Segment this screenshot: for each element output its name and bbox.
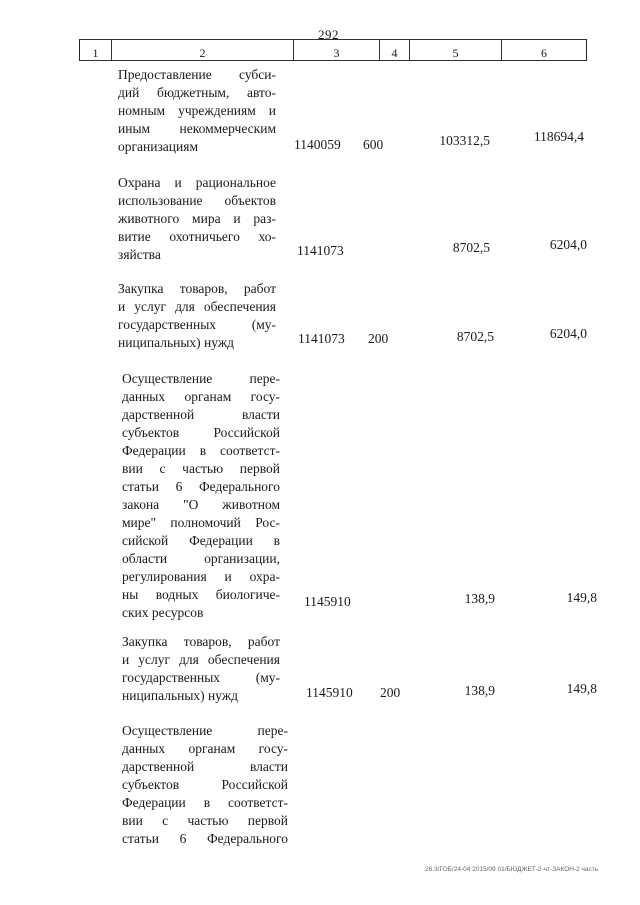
description-line: ниципальных) нужд: [122, 688, 239, 703]
description-line: ских ресурсов: [122, 605, 204, 620]
description-line: дий бюджетным, авто-: [118, 85, 276, 100]
description-line: области организации,: [122, 551, 280, 566]
row-value-col5: 8702,5: [456, 329, 494, 344]
description-line: иным некоммерческим: [118, 121, 276, 136]
description-line: закона "О животном: [122, 497, 280, 512]
description-line: Охрана и рациональное: [118, 175, 276, 190]
description-line: номным учреждениям и: [118, 103, 276, 118]
row-value-col6: 149,8: [566, 590, 597, 605]
description-line: и услуг для обеспечения: [122, 652, 280, 667]
description-line: Федерации в соответст-: [122, 795, 288, 810]
description-line: Осуществление пере-: [122, 723, 288, 738]
row-description: [122, 722, 288, 848]
description-line: использование объектов: [118, 193, 276, 208]
description-line: Закупка товаров, работ: [122, 634, 280, 649]
column-number-6: 6: [502, 40, 587, 61]
document-footer-stamp: 26.3/ГОБ/24-04 2015/09 01/БЮДЖЕТ-2-чт-ЗАКОН-2 часть: [425, 866, 599, 873]
row-value-col5: 138,9: [464, 683, 495, 698]
column-number-3: 3: [294, 40, 380, 61]
row-expense-type: 200: [380, 685, 401, 700]
row-expense-type: 600: [363, 137, 384, 152]
description-line: Осуществление пере-: [122, 371, 280, 386]
description-line: дарственной власти: [122, 407, 280, 422]
description-line: сийской Федерации в: [122, 533, 280, 548]
row-code: 1145910: [304, 594, 351, 609]
row-description: [118, 66, 276, 156]
description-line: регулирования и охра-: [122, 569, 280, 584]
column-number-5: 5: [410, 40, 502, 61]
description-line: организациям: [118, 139, 199, 154]
description-line: дарственной власти: [122, 759, 288, 774]
description-line: государственных (му-: [118, 317, 276, 332]
description-line: Предоставление субси-: [118, 67, 276, 82]
description-line: витие охотничьего хо-: [118, 229, 276, 244]
description-line: субъектов Российской: [122, 425, 280, 440]
row-description: [122, 370, 280, 622]
description-line: данных органам госу-: [122, 741, 288, 756]
page-number: 292: [318, 27, 339, 42]
row-value-col6: 149,8: [566, 681, 597, 696]
row-value-col5: 8702,5: [452, 240, 490, 255]
row-value-col5: 138,9: [464, 591, 495, 606]
description-line: и услуг для обеспечения: [118, 299, 276, 314]
row-value-col5: 103312,5: [439, 133, 490, 148]
description-line: вии с частью первой: [122, 813, 288, 828]
column-number-2: 2: [112, 40, 294, 61]
description-line: мире" полномочий Рос-: [122, 515, 280, 530]
row-description: [118, 280, 276, 352]
row-description: [118, 174, 276, 264]
row-description: [122, 633, 280, 705]
description-line: вии с частью первой: [122, 461, 280, 476]
row-code: 1145910: [306, 685, 353, 700]
row-code: 1141073: [297, 243, 344, 258]
description-line: животного мира и раз-: [118, 211, 276, 226]
row-value-col6: 6204,0: [549, 237, 587, 252]
row-code: 1141073: [298, 331, 345, 346]
description-line: Федерации в соответст-: [122, 443, 280, 458]
column-number-4: 4: [380, 40, 410, 61]
column-number-1: 1: [80, 40, 112, 61]
row-value-col6: 6204,0: [549, 326, 587, 341]
column-number-header: [79, 39, 587, 61]
description-line: Закупка товаров, работ: [118, 281, 276, 296]
row-expense-type: 200: [368, 331, 389, 346]
description-line: данных органам госу-: [122, 389, 280, 404]
description-line: ны водных биологиче-: [122, 587, 280, 602]
description-line: субъектов Российской: [122, 777, 288, 792]
description-line: статьи 6 Федерального: [122, 831, 288, 846]
row-code: 1140059: [294, 137, 341, 152]
description-line: государственных (му-: [122, 670, 280, 685]
row-value-col6: 118694,4: [533, 129, 584, 144]
description-line: зяйства: [118, 247, 161, 262]
description-line: статьи 6 Федерального: [122, 479, 280, 494]
description-line: ниципальных) нужд: [118, 335, 235, 350]
